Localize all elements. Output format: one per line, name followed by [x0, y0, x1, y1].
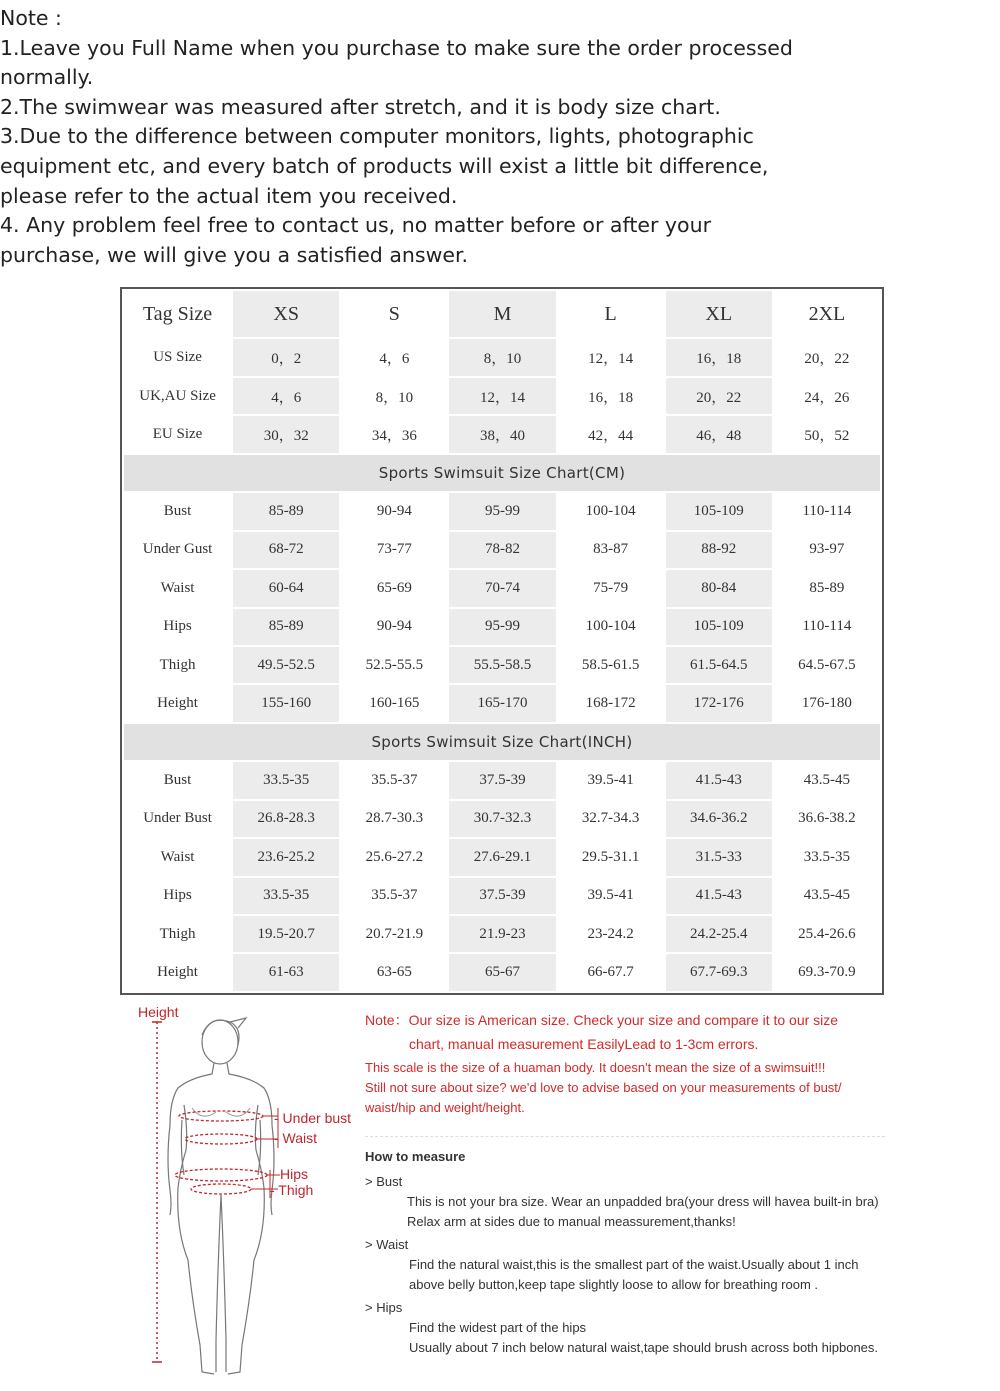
table-row — [124, 916, 880, 952]
size-cell: 165-170 — [449, 685, 555, 721]
size-cell: 29.5-31.1 — [558, 839, 664, 875]
table-row — [124, 954, 880, 991]
size-cell: 83-87 — [558, 532, 664, 568]
row-label-cell: Hips — [124, 878, 231, 914]
size-table — [122, 289, 882, 993]
size-cell: 90-94 — [341, 493, 447, 529]
hips-line-1: Find the widest part of the hips — [409, 1320, 587, 1335]
table-header-row — [124, 291, 880, 337]
table-row — [124, 609, 880, 645]
row-label-cell: Thigh — [124, 647, 231, 683]
size-chart-table — [120, 287, 884, 995]
size-cell: 19.5-20.7 — [233, 916, 339, 952]
size-cell: 20，22 — [666, 378, 772, 414]
scale-line-3: waist/hip and weight/height. — [365, 1100, 525, 1115]
size-cell: 68-72 — [233, 532, 339, 568]
note-item-3: 3.Due to the difference between computer monitors, lights, photographic equipment etc, and every batch of products will exist a little bit difference, please refer to the actual item you received. — [0, 124, 769, 208]
row-label-cell: Under Gust — [124, 532, 231, 568]
table-row — [124, 839, 880, 875]
size-cell: 176-180 — [774, 685, 880, 721]
size-cell: 34.6-36.2 — [666, 801, 772, 837]
size-cell: 55.5-58.5 — [449, 647, 555, 683]
table-row — [124, 378, 880, 414]
size-cell: 20，22 — [774, 339, 880, 375]
size-cell: 50，52 — [774, 416, 880, 452]
size-cell: 12，14 — [558, 339, 664, 375]
size-cell: 66-67.7 — [558, 954, 664, 991]
size-cell: 23-24.2 — [558, 916, 664, 952]
row-label-cell: Hips — [124, 609, 231, 645]
body-figure — [130, 1000, 370, 1385]
note-heading: Note : — [0, 6, 62, 30]
hips-title: > Hips — [365, 1300, 403, 1315]
under-bust-label: - Under bust — [274, 1110, 352, 1126]
table-row — [124, 878, 880, 914]
size-cell: 95-99 — [449, 493, 555, 529]
table-row — [124, 493, 880, 529]
size-cell: 4，6 — [233, 378, 339, 414]
note-item-1: 1.Leave you Full Name when you purchase to make sure the order processed normally. — [0, 35, 793, 90]
section-title: Sports Swimsuit Size Chart(CM) — [124, 455, 880, 491]
table-row — [124, 685, 880, 721]
size-cell: 33.5-35 — [233, 762, 339, 798]
size-note-line-2: chart, manual measurement EasilyLead to 1-3cm errors. — [409, 1036, 759, 1052]
thigh-label: - Thigh — [270, 1182, 314, 1198]
size-cell: 2XL — [774, 291, 880, 337]
size-cell: 46，48 — [666, 416, 772, 452]
row-label-cell: Waist — [124, 839, 231, 875]
section-inch-row — [124, 724, 880, 760]
waist-label: - Waist — [274, 1130, 318, 1146]
size-cell: 41.5-43 — [666, 762, 772, 798]
size-cell: 64.5-67.5 — [774, 647, 880, 683]
size-cell: 43.5-45 — [774, 762, 880, 798]
size-cell: 38，40 — [449, 416, 555, 452]
row-label-cell: Bust — [124, 493, 231, 529]
size-cell: 33.5-35 — [774, 839, 880, 875]
waist-line-1: Find the natural waist,this is the smallest part of the waist.Usually about 1 inch — [409, 1257, 859, 1272]
height-label: Height — [138, 1004, 179, 1020]
row-label-cell: EU Size — [124, 416, 231, 452]
table-row — [124, 801, 880, 837]
size-cell: 35.5-37 — [341, 878, 447, 914]
size-cell: 105-109 — [666, 493, 772, 529]
size-cell: 70-74 — [449, 570, 555, 606]
table-row — [124, 339, 880, 375]
size-cell: 65-67 — [449, 954, 555, 991]
size-cell: 32.7-34.3 — [558, 801, 664, 837]
size-cell: 37.5-39 — [449, 762, 555, 798]
size-cell: 85-89 — [233, 609, 339, 645]
divider — [365, 1136, 885, 1137]
size-cell: 39.5-41 — [558, 762, 664, 798]
size-cell: 12，14 — [449, 378, 555, 414]
size-cell: 28.7-30.3 — [341, 801, 447, 837]
size-cell: 63-65 — [341, 954, 447, 991]
size-cell: 30，32 — [233, 416, 339, 452]
size-cell: 85-89 — [233, 493, 339, 529]
size-cell: L — [558, 291, 664, 337]
size-cell: 16，18 — [666, 339, 772, 375]
size-cell: 43.5-45 — [774, 878, 880, 914]
size-cell: 39.5-41 — [558, 878, 664, 914]
size-cell: 172-176 — [666, 685, 772, 721]
measure-info — [365, 1010, 895, 1358]
how-to-measure-heading: How to measure — [365, 1149, 466, 1164]
size-cell: 21.9-23 — [449, 916, 555, 952]
size-cell: 105-109 — [666, 609, 772, 645]
table-row — [124, 570, 880, 606]
size-cell: XS — [233, 291, 339, 337]
size-cell: 93-97 — [774, 532, 880, 568]
row-label-cell: Under Bust — [124, 801, 231, 837]
row-label-cell: Waist — [124, 570, 231, 606]
size-cell: 37.5-39 — [449, 878, 555, 914]
scale-line-1: This scale is the size of a huaman body. It doesn't mean the size of a swimsuit!!! — [365, 1060, 826, 1075]
size-cell: 24.2-25.4 — [666, 916, 772, 952]
size-cell: 85-89 — [774, 570, 880, 606]
size-cell: S — [341, 291, 447, 337]
notes-block — [0, 4, 800, 270]
size-cell: 27.6-29.1 — [449, 839, 555, 875]
section-cm-row — [124, 455, 880, 491]
size-cell: 8，10 — [449, 339, 555, 375]
size-cell: 41.5-43 — [666, 878, 772, 914]
hips-line-2: Usually about 7 inch below natural waist,tape should brush across both hipbones. — [409, 1340, 879, 1355]
size-cell: 35.5-37 — [341, 762, 447, 798]
size-cell: 160-165 — [341, 685, 447, 721]
table-row — [124, 532, 880, 568]
table-row — [124, 416, 880, 452]
note-item-2: 2.The swimwear was measured after stretch, and it is body size chart. — [0, 94, 721, 119]
bust-line-2: Relax arm at sides due to manual meassurement,thanks! — [407, 1214, 736, 1229]
waist-line-2: above belly button,keep tape slightly loose to allow for breathing room . — [409, 1277, 819, 1292]
row-label-cell: Tag Size — [124, 291, 231, 337]
body-outline-illustration — [130, 1000, 370, 1385]
table-row — [124, 647, 880, 683]
size-cell: 23.6-25.2 — [233, 839, 339, 875]
size-cell: 73-77 — [341, 532, 447, 568]
size-cell: 65-69 — [341, 570, 447, 606]
row-label-cell: Height — [124, 685, 231, 721]
size-cell: 67.7-69.3 — [666, 954, 772, 991]
size-cell: 24，26 — [774, 378, 880, 414]
size-cell: 25.6-27.2 — [341, 839, 447, 875]
bust-line-1: This is not your bra size. Wear an unpadded bra(your dress will havea built-in bra) — [407, 1194, 879, 1209]
size-cell: 25.4-26.6 — [774, 916, 880, 952]
size-cell: 95-99 — [449, 609, 555, 645]
size-cell: 31.5-33 — [666, 839, 772, 875]
size-cell: 42，44 — [558, 416, 664, 452]
hips-label: Hips — [280, 1166, 309, 1182]
note-item-4: 4. Any problem feel free to contact us, no matter before or after your purchase, we will give you a satisfied answer. — [0, 213, 712, 267]
size-cell: 110-114 — [774, 493, 880, 529]
size-cell: 75-79 — [558, 570, 664, 606]
size-cell: 100-104 — [558, 493, 664, 529]
scale-line-2: Still not sure about size? we'd love to advise based on your measurements of bust/ — [365, 1080, 842, 1095]
size-cell: 110-114 — [774, 609, 880, 645]
row-label-cell: US Size — [124, 339, 231, 375]
size-cell: 80-84 — [666, 570, 772, 606]
row-label-cell: Bust — [124, 762, 231, 798]
bust-title: > Bust — [365, 1174, 403, 1189]
size-cell: 0，2 — [233, 339, 339, 375]
size-cell: 34，36 — [341, 416, 447, 452]
size-cell: 69.3-70.9 — [774, 954, 880, 991]
size-cell: 36.6-38.2 — [774, 801, 880, 837]
size-cell: 88-92 — [666, 532, 772, 568]
size-cell: 100-104 — [558, 609, 664, 645]
section-title: Sports Swimsuit Size Chart(INCH) — [124, 724, 880, 760]
size-cell: 155-160 — [233, 685, 339, 721]
row-label-cell: UK,AU Size — [124, 378, 231, 414]
waist-title: > Waist — [365, 1237, 409, 1252]
size-cell: 8，10 — [341, 378, 447, 414]
size-cell: 30.7-32.3 — [449, 801, 555, 837]
row-label-cell: Height — [124, 954, 231, 991]
size-cell: 78-82 — [449, 532, 555, 568]
size-cell: 60-64 — [233, 570, 339, 606]
size-cell: 90-94 — [341, 609, 447, 645]
size-cell: 20.7-21.9 — [341, 916, 447, 952]
size-cell: 33.5-35 — [233, 878, 339, 914]
table-row — [124, 762, 880, 798]
size-note-line-1: Note：Our size is American size. Check your size and compare it to our size — [365, 1012, 839, 1028]
size-cell: 168-172 — [558, 685, 664, 721]
size-cell: 58.5-61.5 — [558, 647, 664, 683]
size-cell: 61.5-64.5 — [666, 647, 772, 683]
size-cell: 26.8-28.3 — [233, 801, 339, 837]
size-cell: XL — [666, 291, 772, 337]
size-cell: 16，18 — [558, 378, 664, 414]
row-label-cell: Thigh — [124, 916, 231, 952]
size-cell: 61-63 — [233, 954, 339, 991]
size-cell: M — [449, 291, 555, 337]
size-cell: 49.5-52.5 — [233, 647, 339, 683]
size-cell: 4，6 — [341, 339, 447, 375]
size-cell: 52.5-55.5 — [341, 647, 447, 683]
